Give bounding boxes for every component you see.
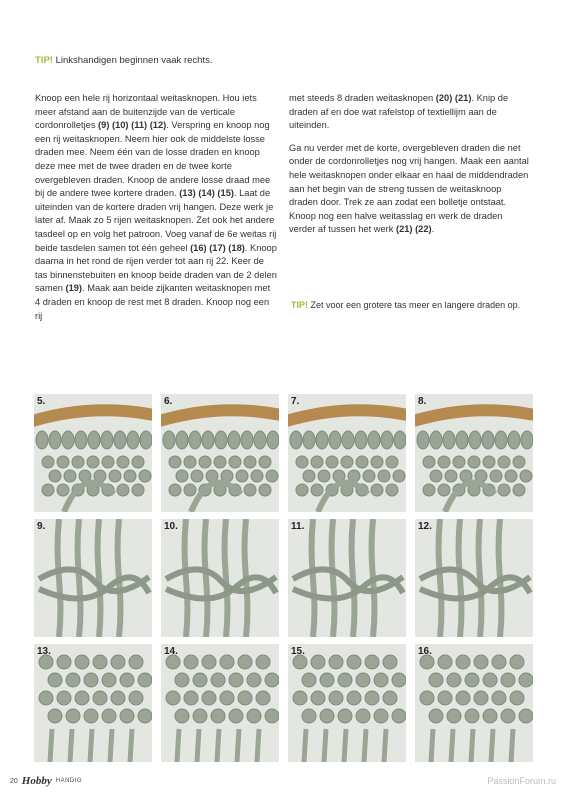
page-number: 20 (10, 777, 18, 785)
body-text: . Verspring en knoop nog een rij weitasknopen. Neem hier ook de middelste losse draden mee. Neem één van de losse draden en knoop deze mee met de twee draden en de twee korte overgebleven draden. Knoop de andere losse draad mee bij de andere twee kortere draden. (35, 120, 271, 199)
macrame-illustration (288, 644, 406, 762)
body-text: . (431, 224, 435, 235)
tip-label: TIP! (35, 55, 53, 66)
step-number: 9. (37, 521, 46, 532)
step-number: 13. (37, 646, 51, 657)
step-photo (34, 519, 152, 637)
body-text: . Knip de draden af en doe wat rafelstop of textiellijm aan de uiteinden. (289, 93, 509, 131)
step-photo (288, 644, 406, 762)
watermark: PassionForum.ru (487, 776, 556, 786)
step-photo (161, 644, 279, 762)
macrame-illustration (415, 519, 533, 637)
step-photo (288, 519, 406, 637)
macrame-illustration (161, 394, 279, 512)
step-photo (415, 644, 533, 762)
body-text: Ga nu verder met de korte, overgebleven draden die net onder de cordonrolletjes nog vrij hangen. Maak een aantal hele weitasknopen onder elkaar en haal de middendraden aan het begin van de streng tussen de weitasknoop draden door. Trek ze aan zodat een bolletje ontstaat. Knoop nog een halve weitasslag en werk de draden verder af tussen het werk (289, 142, 529, 235)
body-text: met steeds 8 draden weitasknopen (289, 93, 436, 103)
magazine-logo: Hobby (21, 775, 52, 787)
body-text: . Knoop daarna in het rond de rijen verder tot aan rij 22. Keer de tas binnenstebuiten en knoop beide draden van de 2 delen samen (35, 242, 277, 294)
step-photo (34, 394, 152, 512)
macrame-illustration (161, 644, 279, 762)
step-photo (288, 394, 406, 512)
step-number: 5. (37, 396, 46, 407)
step-photo (415, 394, 533, 512)
step-photo (34, 644, 152, 762)
step-number: 7. (291, 396, 300, 407)
photo-reference: (20) (21) (435, 93, 472, 103)
macrame-illustration (161, 519, 279, 637)
magazine-logo-sub: HANDIG (55, 778, 83, 784)
macrame-illustration (288, 519, 406, 637)
photo-reference: (21) (22) (395, 224, 432, 235)
body-text: . Maak aan beide zijkanten weitasknopen met 4 draden en knoop de rest met 8 draden. Knoop nog een rij (35, 283, 271, 321)
step-number: 11. (291, 521, 305, 532)
macrame-illustration (34, 644, 152, 762)
step-number: 10. (164, 521, 178, 532)
step-photo (161, 519, 279, 637)
photo-reference: (19) (65, 283, 83, 294)
right-column (289, 92, 529, 246)
step-number: 8. (418, 396, 427, 407)
photo-reference: (13) (14) (15) (179, 188, 234, 199)
step-number: 16. (418, 646, 432, 657)
body-text: Knoop een hele rij horizontaal weitasknopen. Hou iets meer afstand aan de buitenzijde van de verticale cordonrolletjes (35, 93, 257, 131)
macrame-illustration (34, 394, 152, 512)
step-photo (161, 394, 279, 512)
footer (10, 775, 82, 787)
macrame-illustration (415, 644, 533, 762)
macrame-illustration (34, 519, 152, 637)
tip-label: TIP! (291, 300, 308, 310)
macrame-illustration (415, 394, 533, 512)
photo-reference: (16) (17) (18) (190, 242, 245, 253)
body-text: . Laat de uiteinden van de kortere draden vrij hangen. Deze werk je later af. Maak zo 5 rijen weitasknopen. Zet ook het andere tasdeel op en volg het patroon. Voeg vanaf de 6e weitas rij beide tasdelen samen tot één geheel (35, 188, 277, 253)
tip-top (35, 55, 212, 66)
step-number: 6. (164, 396, 173, 407)
right-paragraph-2 (289, 142, 529, 237)
step-photo (415, 519, 533, 637)
tip-right (291, 300, 520, 310)
step-number: 12. (418, 521, 432, 532)
step-number: 15. (291, 646, 305, 657)
tip-text: Linkshandigen beginnen vaak rechts. (52, 55, 213, 66)
photo-grid (34, 394, 532, 756)
step-number: 14. (164, 646, 178, 657)
left-column (35, 92, 277, 332)
photo-reference: (9) (10) (11) (12) (98, 120, 167, 131)
left-paragraph (35, 92, 277, 323)
right-paragraph-1 (289, 92, 529, 133)
macrame-illustration (288, 394, 406, 512)
tip-text: Zet voor een grotere tas meer en langere draden op. (308, 300, 521, 310)
